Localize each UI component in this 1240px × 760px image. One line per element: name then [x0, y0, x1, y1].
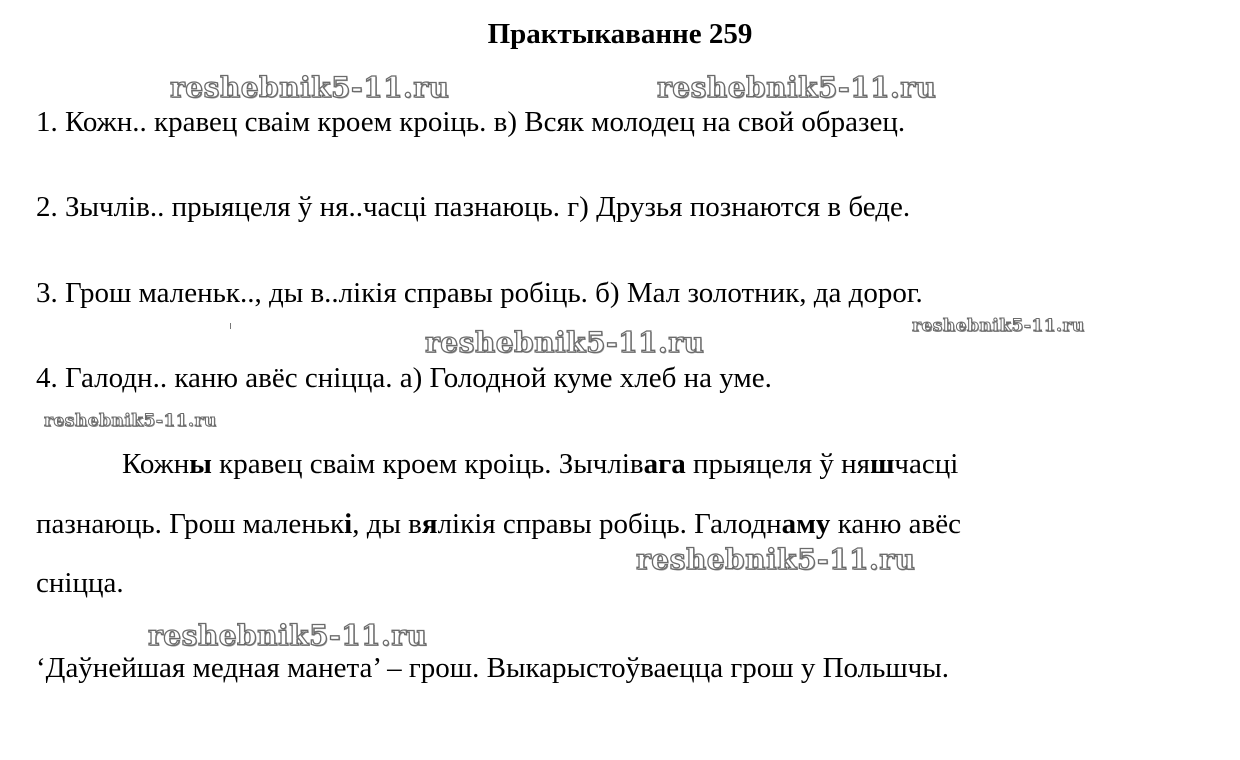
stray-mark	[230, 323, 231, 329]
answer-text: часці	[894, 448, 959, 480]
watermark: reshebnik5-11.ru	[636, 543, 916, 576]
answer-text: Кожн	[122, 448, 190, 480]
answer-ending: ага	[643, 448, 686, 480]
answer-line-1	[122, 446, 958, 482]
answer-ending: ы	[189, 448, 212, 480]
answer-ending: і	[344, 508, 353, 540]
watermark: reshebnik5-11.ru	[425, 326, 705, 359]
answer-text: прыяцеля ў ня	[685, 448, 870, 480]
page-title: Практыкаванне 259	[487, 18, 753, 50]
answer-ending: я	[421, 508, 438, 540]
answer-ending: аму	[781, 508, 831, 540]
answer-text: каню авёс	[830, 508, 961, 540]
answer-text: пазнаюць. Грош маленьк	[36, 508, 345, 540]
watermark: reshebnik5-11.ru	[44, 411, 217, 431]
watermark: reshebnik5-11.ru	[148, 619, 428, 652]
note-line: ‘Даўнейшая медная манета’ – грош. Выкарыстоўваецца грош у Польшчы.	[36, 652, 949, 684]
watermark: reshebnik5-11.ru	[170, 71, 450, 104]
answer-text: , ды в	[352, 508, 422, 540]
answer-ending: ш	[869, 448, 895, 480]
answer-line-3: сніцца.	[36, 567, 124, 599]
answer-text: кравец сваім кроем кроіць. Зычлів	[211, 448, 644, 480]
list-item-2: 2. Зычлів.. прыяцеля ў ня..часці пазнаюць. г) Друзья познаются в беде.	[36, 191, 911, 223]
watermark: reshebnik5-11.ru	[657, 71, 937, 104]
answer-text: лікія справы робіць. Галодн	[437, 508, 782, 540]
list-item-4: 4. Галодн.. каню авёс сніцца. а) Голодной куме хлеб на уме.	[36, 362, 772, 394]
answer-line-2	[36, 506, 961, 542]
watermark: reshebnik5-11.ru	[912, 316, 1085, 336]
list-item-1: 1. Кожн.. кравец сваім кроем кроіць. в) Всяк молодец на свой образец.	[36, 106, 906, 138]
list-item-3: 3. Грош маленьк.., ды в..лікія справы робіць. б) Мал золотник, да дорог.	[36, 277, 923, 309]
